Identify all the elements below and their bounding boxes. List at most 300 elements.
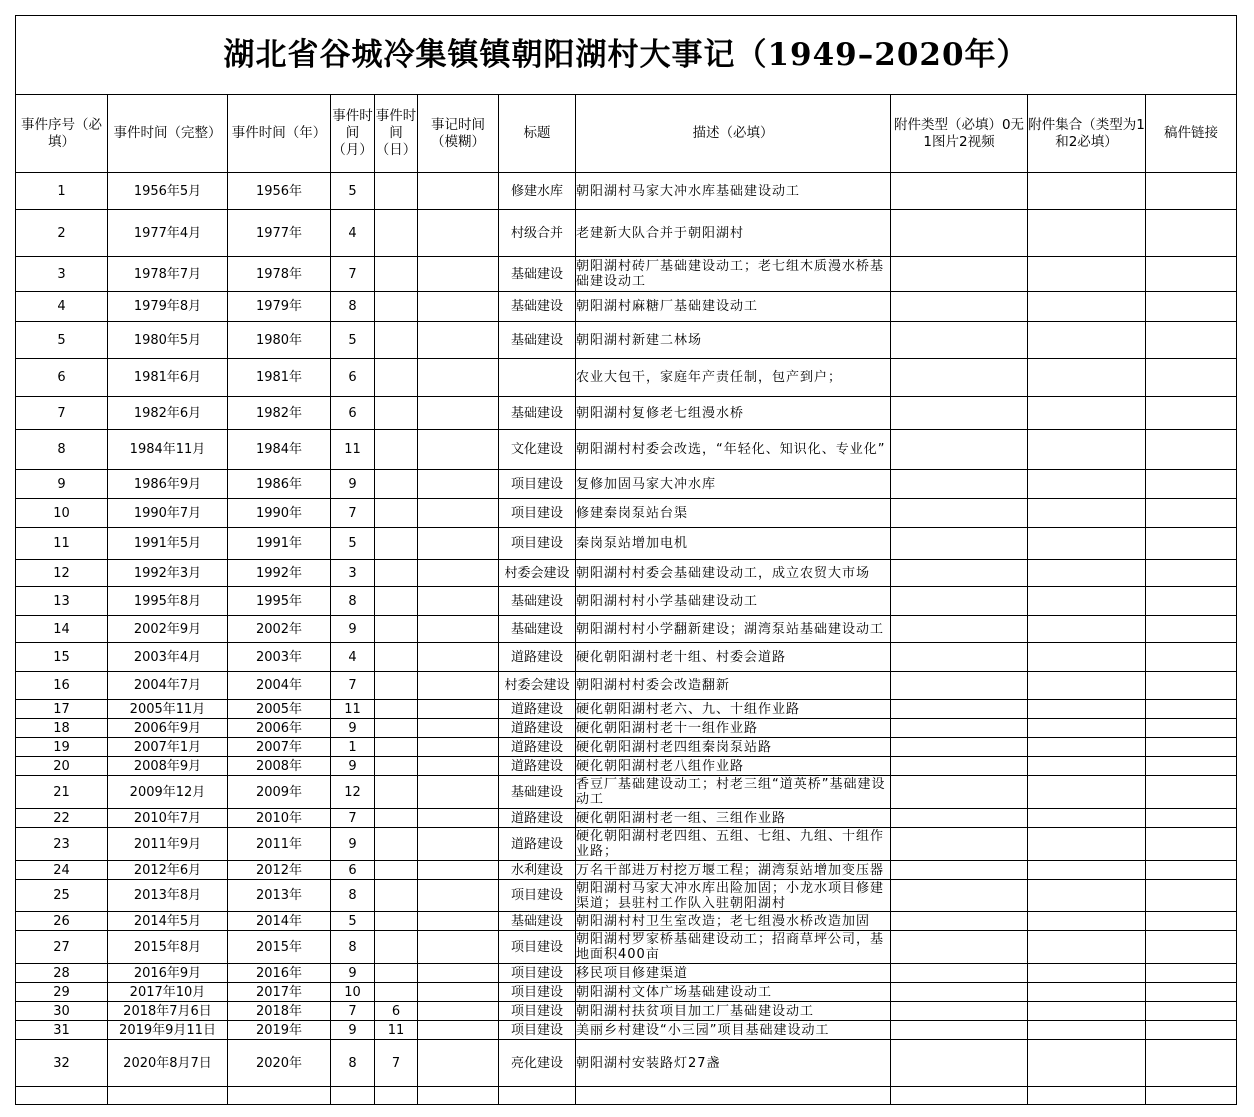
table-row bbox=[16, 1040, 1237, 1087]
table-row bbox=[16, 719, 1237, 738]
cell-attachment-type bbox=[891, 292, 1028, 322]
cell-title: 基础建设 bbox=[499, 322, 576, 359]
cell-day bbox=[375, 499, 418, 528]
cell-fuzzy bbox=[418, 1021, 499, 1040]
cell-month: 4 bbox=[331, 210, 375, 257]
cell-year: 2019年 bbox=[228, 1021, 331, 1040]
table-row bbox=[16, 964, 1237, 983]
cell-date: 1995年8月 bbox=[108, 587, 228, 616]
cell-date: 1981年6月 bbox=[108, 359, 228, 397]
cell-attachment-set bbox=[1028, 643, 1146, 672]
cell-fuzzy bbox=[418, 912, 499, 931]
cell-description: 朝阳湖村村委会基础建设动工，成立农贸大市场 bbox=[576, 560, 891, 587]
cell-attachment-set bbox=[1028, 359, 1146, 397]
cell-fuzzy bbox=[418, 257, 499, 292]
cell-year: 2005年 bbox=[228, 700, 331, 719]
table-row bbox=[16, 861, 1237, 880]
cell-year: 1956年 bbox=[228, 173, 331, 210]
empty-cell bbox=[499, 1087, 576, 1105]
cell-title: 项目建设 bbox=[499, 499, 576, 528]
cell-attachment-type bbox=[891, 672, 1028, 700]
table-row bbox=[16, 616, 1237, 643]
cell-seq: 16 bbox=[16, 672, 108, 700]
cell-attachment-set bbox=[1028, 738, 1146, 757]
cell-day: 11 bbox=[375, 1021, 418, 1040]
cell-description: 香豆厂基础建设动工；村老三组“道英桥”基础建设动工 bbox=[576, 776, 891, 809]
table-body bbox=[16, 173, 1237, 1105]
cell-seq: 32 bbox=[16, 1040, 108, 1087]
cell-attachment-type bbox=[891, 931, 1028, 964]
cell-title: 项目建设 bbox=[499, 964, 576, 983]
cell-seq: 3 bbox=[16, 257, 108, 292]
cell-seq: 25 bbox=[16, 880, 108, 912]
cell-seq: 2 bbox=[16, 210, 108, 257]
cell-year: 2011年 bbox=[228, 828, 331, 861]
cell-seq: 9 bbox=[16, 470, 108, 499]
cell-date: 2005年11月 bbox=[108, 700, 228, 719]
cell-month: 8 bbox=[331, 931, 375, 964]
cell-year: 2016年 bbox=[228, 964, 331, 983]
cell-attachment-type bbox=[891, 912, 1028, 931]
table-row bbox=[16, 828, 1237, 861]
cell-attachment-type bbox=[891, 397, 1028, 430]
cell-year: 1978年 bbox=[228, 257, 331, 292]
cell-month: 5 bbox=[331, 912, 375, 931]
cell-description: 复修加固马家大冲水库 bbox=[576, 470, 891, 499]
cell-fuzzy bbox=[418, 173, 499, 210]
cell-description: 移民项目修建渠道 bbox=[576, 964, 891, 983]
cell-day bbox=[375, 700, 418, 719]
cell-title: 基础建设 bbox=[499, 587, 576, 616]
cell-month: 7 bbox=[331, 672, 375, 700]
empty-cell bbox=[108, 1087, 228, 1105]
cell-seq: 27 bbox=[16, 931, 108, 964]
cell-attachment-type bbox=[891, 1002, 1028, 1021]
cell-description: 硬化朝阳湖村老四组、五组、七组、九组、十组作业路； bbox=[576, 828, 891, 861]
table-row bbox=[16, 1002, 1237, 1021]
cell-day bbox=[375, 210, 418, 257]
cell-year: 1992年 bbox=[228, 560, 331, 587]
cell-description: 朝阳湖村村委会改选，“年轻化、知识化、专业化” bbox=[576, 430, 891, 470]
table-row bbox=[16, 210, 1237, 257]
cell-month: 10 bbox=[331, 983, 375, 1002]
cell-attachment-type bbox=[891, 861, 1028, 880]
cell-year: 2004年 bbox=[228, 672, 331, 700]
cell-attachment-set bbox=[1028, 430, 1146, 470]
cell-description: 朝阳湖村村卫生室改造；老七组漫水桥改造加固 bbox=[576, 912, 891, 931]
cell-link bbox=[1146, 528, 1237, 560]
cell-attachment-set bbox=[1028, 210, 1146, 257]
cell-date: 2007年1月 bbox=[108, 738, 228, 757]
cell-fuzzy bbox=[418, 719, 499, 738]
cell-fuzzy bbox=[418, 931, 499, 964]
cell-month: 11 bbox=[331, 700, 375, 719]
cell-description: 朝阳湖村马家大冲水库基础建设动工 bbox=[576, 173, 891, 210]
cell-description: 硬化朝阳湖村老一组、三组作业路 bbox=[576, 809, 891, 828]
cell-link bbox=[1146, 643, 1237, 672]
cell-attachment-type bbox=[891, 738, 1028, 757]
cell-seq: 10 bbox=[16, 499, 108, 528]
cell-title: 基础建设 bbox=[499, 912, 576, 931]
cell-year: 1984年 bbox=[228, 430, 331, 470]
cell-fuzzy bbox=[418, 616, 499, 643]
cell-description: 硬化朝阳湖村老十组、村委会道路 bbox=[576, 643, 891, 672]
cell-date: 2008年9月 bbox=[108, 757, 228, 776]
cell-attachment-type bbox=[891, 880, 1028, 912]
cell-year: 1991年 bbox=[228, 528, 331, 560]
cell-day bbox=[375, 964, 418, 983]
cell-day bbox=[375, 430, 418, 470]
cell-year: 1979年 bbox=[228, 292, 331, 322]
cell-attachment-set bbox=[1028, 1040, 1146, 1087]
cell-date: 2018年7月6日 bbox=[108, 1002, 228, 1021]
cell-seq: 13 bbox=[16, 587, 108, 616]
cell-year: 2015年 bbox=[228, 931, 331, 964]
cell-date: 2014年5月 bbox=[108, 912, 228, 931]
cell-date: 1978年7月 bbox=[108, 257, 228, 292]
cell-description: 农业大包干，家庭年产责任制，包产到户； bbox=[576, 359, 891, 397]
cell-description: 朝阳湖村文体广场基础建设动工 bbox=[576, 983, 891, 1002]
cell-date: 1982年6月 bbox=[108, 397, 228, 430]
cell-year: 2013年 bbox=[228, 880, 331, 912]
cell-title bbox=[499, 359, 576, 397]
cell-month: 9 bbox=[331, 828, 375, 861]
cell-fuzzy bbox=[418, 809, 499, 828]
cell-attachment-set bbox=[1028, 700, 1146, 719]
cell-fuzzy bbox=[418, 397, 499, 430]
cell-link bbox=[1146, 587, 1237, 616]
cell-attachment-set bbox=[1028, 776, 1146, 809]
cell-title: 村委会建设 bbox=[499, 672, 576, 700]
cell-date: 2013年8月 bbox=[108, 880, 228, 912]
cell-title: 基础建设 bbox=[499, 292, 576, 322]
cell-link bbox=[1146, 173, 1237, 210]
table-row bbox=[16, 528, 1237, 560]
cell-attachment-set bbox=[1028, 809, 1146, 828]
cell-day bbox=[375, 672, 418, 700]
cell-attachment-type bbox=[891, 210, 1028, 257]
cell-month: 5 bbox=[331, 173, 375, 210]
cell-date: 2003年4月 bbox=[108, 643, 228, 672]
cell-fuzzy bbox=[418, 587, 499, 616]
cell-date: 1990年7月 bbox=[108, 499, 228, 528]
cell-title: 基础建设 bbox=[499, 257, 576, 292]
cell-title: 道路建设 bbox=[499, 809, 576, 828]
cell-link bbox=[1146, 1021, 1237, 1040]
header-day: 事件时间（日） bbox=[375, 95, 418, 173]
cell-fuzzy bbox=[418, 1040, 499, 1087]
table-row bbox=[16, 257, 1237, 292]
header-date-full: 事件时间（完整） bbox=[108, 95, 228, 173]
empty-cell bbox=[891, 1087, 1028, 1105]
cell-year: 2008年 bbox=[228, 757, 331, 776]
cell-year: 2003年 bbox=[228, 643, 331, 672]
cell-attachment-set bbox=[1028, 173, 1146, 210]
cell-day bbox=[375, 173, 418, 210]
cell-month: 9 bbox=[331, 964, 375, 983]
cell-date: 1991年5月 bbox=[108, 528, 228, 560]
cell-year: 2017年 bbox=[228, 983, 331, 1002]
cell-link bbox=[1146, 359, 1237, 397]
cell-fuzzy bbox=[418, 470, 499, 499]
cell-day bbox=[375, 397, 418, 430]
cell-link bbox=[1146, 430, 1237, 470]
empty-cell bbox=[1146, 1087, 1237, 1105]
cell-link bbox=[1146, 912, 1237, 931]
cell-month: 8 bbox=[331, 880, 375, 912]
cell-day bbox=[375, 257, 418, 292]
cell-attachment-type bbox=[891, 964, 1028, 983]
cell-date: 1992年3月 bbox=[108, 560, 228, 587]
cell-date: 2017年10月 bbox=[108, 983, 228, 1002]
cell-description: 朝阳湖村安装路灯27盏 bbox=[576, 1040, 891, 1087]
cell-link bbox=[1146, 828, 1237, 861]
cell-attachment-type bbox=[891, 1040, 1028, 1087]
cell-fuzzy bbox=[418, 757, 499, 776]
table-row bbox=[16, 643, 1237, 672]
cell-link bbox=[1146, 560, 1237, 587]
cell-title: 文化建设 bbox=[499, 430, 576, 470]
cell-title: 项目建设 bbox=[499, 470, 576, 499]
cell-link bbox=[1146, 880, 1237, 912]
cell-seq: 18 bbox=[16, 719, 108, 738]
cell-month: 9 bbox=[331, 757, 375, 776]
cell-month: 12 bbox=[331, 776, 375, 809]
cell-day bbox=[375, 861, 418, 880]
header-month: 事件时间（月） bbox=[331, 95, 375, 173]
cell-month: 8 bbox=[331, 1040, 375, 1087]
cell-year: 2012年 bbox=[228, 861, 331, 880]
cell-title: 项目建设 bbox=[499, 1021, 576, 1040]
cell-year: 1995年 bbox=[228, 587, 331, 616]
cell-year: 2018年 bbox=[228, 1002, 331, 1021]
cell-day bbox=[375, 587, 418, 616]
cell-month: 7 bbox=[331, 1002, 375, 1021]
table-row bbox=[16, 397, 1237, 430]
cell-seq: 28 bbox=[16, 964, 108, 983]
cell-link bbox=[1146, 861, 1237, 880]
cell-link bbox=[1146, 616, 1237, 643]
cell-attachment-set bbox=[1028, 397, 1146, 430]
cell-day: 7 bbox=[375, 1040, 418, 1087]
cell-attachment-type bbox=[891, 616, 1028, 643]
cell-seq: 12 bbox=[16, 560, 108, 587]
cell-day bbox=[375, 828, 418, 861]
cell-date: 2009年12月 bbox=[108, 776, 228, 809]
cell-year: 1982年 bbox=[228, 397, 331, 430]
events-table bbox=[15, 15, 1237, 1105]
empty-cell bbox=[228, 1087, 331, 1105]
cell-date: 1977年4月 bbox=[108, 210, 228, 257]
cell-description: 朝阳湖村砖厂基础建设动工；老七组木质漫水桥基础建设动工 bbox=[576, 257, 891, 292]
table-row bbox=[16, 738, 1237, 757]
table-row bbox=[16, 499, 1237, 528]
cell-title: 基础建设 bbox=[499, 397, 576, 430]
cell-seq: 5 bbox=[16, 322, 108, 359]
cell-year: 1986年 bbox=[228, 470, 331, 499]
cell-seq: 26 bbox=[16, 912, 108, 931]
cell-link bbox=[1146, 983, 1237, 1002]
cell-date: 2015年8月 bbox=[108, 931, 228, 964]
cell-description: 朝阳湖村村小学基础建设动工 bbox=[576, 587, 891, 616]
cell-title: 项目建设 bbox=[499, 1002, 576, 1021]
table-row bbox=[16, 359, 1237, 397]
cell-month: 6 bbox=[331, 861, 375, 880]
cell-description: 朝阳湖村罗家桥基础建设动工；招商草坪公司，基地面积400亩 bbox=[576, 931, 891, 964]
cell-date: 1979年8月 bbox=[108, 292, 228, 322]
table-row bbox=[16, 757, 1237, 776]
cell-link bbox=[1146, 322, 1237, 359]
cell-month: 3 bbox=[331, 560, 375, 587]
cell-description: 硬化朝阳湖村老六、九、十组作业路 bbox=[576, 700, 891, 719]
cell-link bbox=[1146, 292, 1237, 322]
cell-attachment-set bbox=[1028, 912, 1146, 931]
cell-attachment-set bbox=[1028, 616, 1146, 643]
cell-attachment-set bbox=[1028, 528, 1146, 560]
cell-attachment-type bbox=[891, 719, 1028, 738]
cell-date: 1986年9月 bbox=[108, 470, 228, 499]
cell-month: 7 bbox=[331, 809, 375, 828]
cell-date: 2006年9月 bbox=[108, 719, 228, 738]
table-row bbox=[16, 809, 1237, 828]
cell-date: 2012年6月 bbox=[108, 861, 228, 880]
cell-fuzzy bbox=[418, 738, 499, 757]
cell-month: 9 bbox=[331, 470, 375, 499]
cell-fuzzy bbox=[418, 210, 499, 257]
cell-title: 道路建设 bbox=[499, 738, 576, 757]
cell-attachment-set bbox=[1028, 292, 1146, 322]
cell-month: 1 bbox=[331, 738, 375, 757]
cell-attachment-type bbox=[891, 643, 1028, 672]
cell-month: 9 bbox=[331, 1021, 375, 1040]
cell-fuzzy bbox=[418, 322, 499, 359]
cell-link bbox=[1146, 397, 1237, 430]
cell-title: 村级合并 bbox=[499, 210, 576, 257]
header-description: 描述（必填） bbox=[576, 95, 891, 173]
cell-month: 8 bbox=[331, 292, 375, 322]
cell-seq: 22 bbox=[16, 809, 108, 828]
cell-year: 2020年 bbox=[228, 1040, 331, 1087]
cell-title: 村委会建设 bbox=[499, 560, 576, 587]
cell-seq: 11 bbox=[16, 528, 108, 560]
header-attachment-set: 附件集合（类型为1和2必填） bbox=[1028, 95, 1146, 173]
table-row bbox=[16, 672, 1237, 700]
cell-seq: 19 bbox=[16, 738, 108, 757]
cell-seq: 30 bbox=[16, 1002, 108, 1021]
cell-seq: 15 bbox=[16, 643, 108, 672]
cell-fuzzy bbox=[418, 672, 499, 700]
cell-day bbox=[375, 719, 418, 738]
page-title: 湖北省谷城冷集镇镇朝阳湖村大事记（1949–2020年） bbox=[16, 16, 1237, 95]
cell-attachment-type bbox=[891, 560, 1028, 587]
cell-attachment-type bbox=[891, 528, 1028, 560]
cell-description: 万名干部进万村挖万堰工程；湖湾泵站增加变压器 bbox=[576, 861, 891, 880]
empty-cell bbox=[375, 1087, 418, 1105]
cell-year: 1977年 bbox=[228, 210, 331, 257]
header-fuzzy-time: 事记时间（模糊） bbox=[418, 95, 499, 173]
cell-link bbox=[1146, 757, 1237, 776]
cell-day bbox=[375, 560, 418, 587]
cell-description: 硬化朝阳湖村老四组秦岗泵站路 bbox=[576, 738, 891, 757]
cell-month: 11 bbox=[331, 430, 375, 470]
cell-day: 6 bbox=[375, 1002, 418, 1021]
cell-attachment-type bbox=[891, 587, 1028, 616]
cell-link bbox=[1146, 499, 1237, 528]
cell-seq: 31 bbox=[16, 1021, 108, 1040]
cell-attachment-type bbox=[891, 499, 1028, 528]
cell-year: 1981年 bbox=[228, 359, 331, 397]
header-seq: 事件序号（必填） bbox=[16, 95, 108, 173]
cell-attachment-type bbox=[891, 757, 1028, 776]
cell-link bbox=[1146, 257, 1237, 292]
cell-title: 基础建设 bbox=[499, 776, 576, 809]
cell-attachment-set bbox=[1028, 828, 1146, 861]
cell-fuzzy bbox=[418, 861, 499, 880]
table-row bbox=[16, 1021, 1237, 1040]
cell-title: 道路建设 bbox=[499, 828, 576, 861]
cell-attachment-type bbox=[891, 470, 1028, 499]
cell-seq: 23 bbox=[16, 828, 108, 861]
cell-title: 项目建设 bbox=[499, 983, 576, 1002]
cell-fuzzy bbox=[418, 880, 499, 912]
cell-date: 2019年9月11日 bbox=[108, 1021, 228, 1040]
cell-description: 修建秦岗泵站台渠 bbox=[576, 499, 891, 528]
cell-date: 2020年8月7日 bbox=[108, 1040, 228, 1087]
cell-day bbox=[375, 643, 418, 672]
cell-day bbox=[375, 931, 418, 964]
cell-seq: 29 bbox=[16, 983, 108, 1002]
cell-attachment-set bbox=[1028, 983, 1146, 1002]
cell-day bbox=[375, 528, 418, 560]
cell-month: 5 bbox=[331, 322, 375, 359]
cell-day bbox=[375, 738, 418, 757]
cell-month: 6 bbox=[331, 397, 375, 430]
cell-month: 6 bbox=[331, 359, 375, 397]
cell-link bbox=[1146, 738, 1237, 757]
cell-year: 2006年 bbox=[228, 719, 331, 738]
cell-attachment-set bbox=[1028, 1002, 1146, 1021]
cell-fuzzy bbox=[418, 983, 499, 1002]
cell-title: 水利建设 bbox=[499, 861, 576, 880]
empty-cell bbox=[576, 1087, 891, 1105]
cell-link bbox=[1146, 809, 1237, 828]
cell-link bbox=[1146, 470, 1237, 499]
cell-year: 1990年 bbox=[228, 499, 331, 528]
cell-day bbox=[375, 809, 418, 828]
cell-link bbox=[1146, 672, 1237, 700]
cell-seq: 24 bbox=[16, 861, 108, 880]
cell-month: 7 bbox=[331, 257, 375, 292]
table-row bbox=[16, 587, 1237, 616]
cell-day bbox=[375, 757, 418, 776]
cell-year: 2014年 bbox=[228, 912, 331, 931]
cell-day bbox=[375, 983, 418, 1002]
cell-seq: 7 bbox=[16, 397, 108, 430]
cell-attachment-set bbox=[1028, 257, 1146, 292]
cell-title: 修建水库 bbox=[499, 173, 576, 210]
cell-fuzzy bbox=[418, 528, 499, 560]
cell-link bbox=[1146, 964, 1237, 983]
cell-attachment-set bbox=[1028, 560, 1146, 587]
cell-description: 老建新大队合并于朝阳湖村 bbox=[576, 210, 891, 257]
cell-day bbox=[375, 470, 418, 499]
cell-link bbox=[1146, 719, 1237, 738]
cell-day bbox=[375, 880, 418, 912]
header-title: 标题 bbox=[499, 95, 576, 173]
table-row bbox=[16, 931, 1237, 964]
cell-description: 美丽乡村建设“小三园”项目基础建设动工 bbox=[576, 1021, 891, 1040]
table-row bbox=[16, 322, 1237, 359]
